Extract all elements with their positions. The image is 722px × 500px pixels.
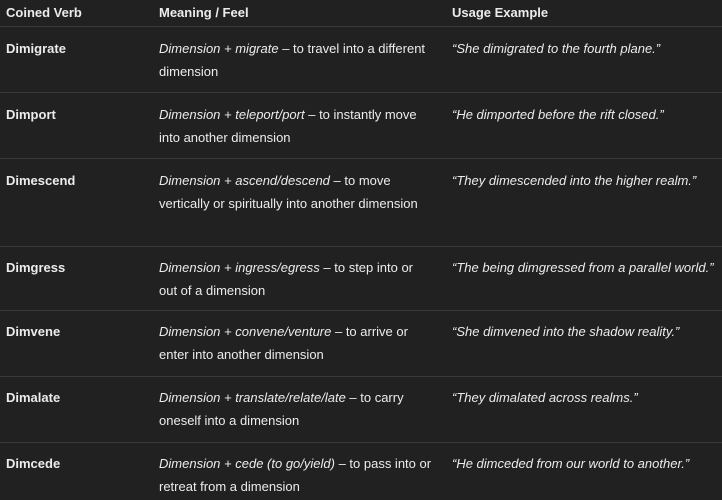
table-row	[0, 27, 722, 93]
meaning-cell	[159, 320, 434, 366]
meaning-desc: – to arrive or enter into another dimension	[159, 324, 408, 362]
table-row	[0, 311, 722, 377]
usage-cell: “They dimescended into the higher realm.”	[452, 173, 697, 188]
verb-cell: Dimalate	[6, 390, 61, 405]
meaning-cell	[159, 103, 434, 149]
meaning-cell	[159, 169, 434, 215]
verb-cell: Dimport	[6, 107, 56, 122]
table-row	[0, 247, 722, 311]
meaning-term: Dimension + teleport/port	[159, 107, 305, 122]
meaning-term: Dimension + convene/venture	[159, 324, 332, 339]
usage-cell: “He dimceded from our world to another.”	[452, 456, 690, 471]
meaning-term: Dimension + translate/relate/late	[159, 390, 346, 405]
verb-cell: Dimgress	[6, 260, 66, 275]
table-row	[0, 443, 722, 500]
usage-cell: “She dimvened into the shadow reality.”	[452, 324, 680, 339]
meaning-cell	[159, 386, 434, 432]
meaning-term: Dimension + ingress/egress	[159, 260, 320, 275]
table-row	[0, 93, 722, 159]
meaning-desc: – to move vertically or spiritually into another dimension	[159, 173, 418, 211]
verb-cell: Dimvene	[6, 324, 61, 339]
usage-cell: “He dimported before the rift closed.”	[452, 107, 664, 122]
meaning-term: Dimension + migrate	[159, 41, 279, 56]
meaning-desc: – to pass into or retreat from a dimension	[159, 456, 432, 494]
header-meaning: Meaning / Feel	[159, 5, 249, 20]
meaning-desc: – to carry oneself into a dimension	[159, 390, 404, 428]
verb-cell: Dimescend	[6, 173, 76, 188]
meaning-cell	[159, 452, 434, 498]
meaning-desc: – to travel into a different dimension	[159, 41, 426, 79]
usage-cell: “They dimalated across realms.”	[452, 390, 638, 405]
meaning-desc: – to step into or out of a dimension	[159, 260, 414, 298]
header-usage: Usage Example	[452, 5, 549, 20]
usage-cell: “The being dimgressed from a parallel world.”	[452, 260, 714, 275]
usage-cell: “She dimigrated to the fourth plane.”	[452, 41, 661, 56]
meaning-term: Dimension + cede (to go/yield)	[159, 456, 335, 471]
table-row	[0, 159, 722, 247]
table-row	[0, 377, 722, 443]
table-header-row	[0, 0, 722, 27]
meaning-term: Dimension + ascend/descend	[159, 173, 330, 188]
header-coined-verb: Coined Verb	[6, 5, 82, 20]
meaning-cell	[159, 37, 434, 83]
meaning-desc: – to instantly move into another dimension	[159, 107, 417, 145]
verb-cell: Dimigrate	[6, 41, 66, 56]
meaning-cell	[159, 256, 434, 302]
verb-cell: Dimcede	[6, 456, 61, 471]
